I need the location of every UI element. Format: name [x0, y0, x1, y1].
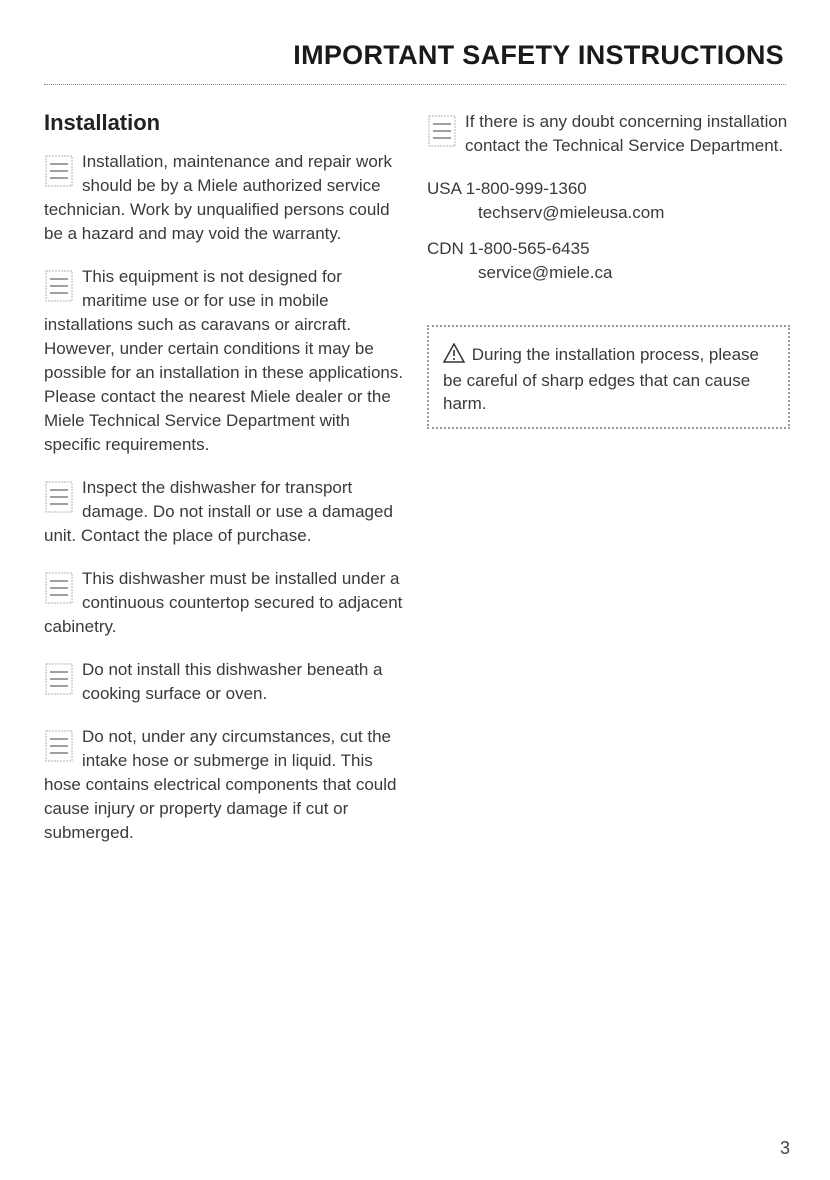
contact-cdn [427, 237, 790, 285]
paragraph-doubt [427, 110, 790, 158]
paragraph-inspect-text: Inspect the dishwasher for transport damage. Do not install or use a damaged unit. Contact the place of purchase. [44, 478, 393, 545]
warning-box [427, 325, 790, 429]
warning-text: During the installation process, please be careful of sharp edges that can cause harm. [443, 345, 760, 413]
page-number: 3 [779, 1138, 790, 1158]
contact-usa-email[interactable]: techserv@mieleusa.com [478, 203, 665, 222]
paragraph-doubt-text: If there is any doubt concerning installation contact the Technical Service Department. [465, 112, 788, 155]
paragraph-service-text: Installation, maintenance and repair work should be by a Miele authorized service technician. Work by unqualified persons could be a hazard and may void the warranty. [44, 152, 392, 243]
page-title: IMPORTANT SAFETY INSTRUCTIONS [293, 40, 784, 70]
contact-cdn-email[interactable]: service@miele.ca [478, 263, 613, 282]
hand-pointer-icon [44, 662, 76, 696]
hand-pointer-icon [44, 480, 76, 514]
contact-cdn-phone: CDN 1-800-565-6435 [427, 239, 590, 258]
paragraph-intake-hose-text: Do not, under any circumstances, cut the intake hose or submerge in liquid. This hose contains electrical components that could cause injury or property damage if cut or submerged. [44, 727, 397, 842]
header-divider [44, 84, 786, 85]
hand-pointer-icon [44, 729, 76, 763]
contact-usa [427, 177, 790, 225]
left-column [44, 110, 409, 864]
right-column [427, 110, 790, 429]
hand-pointer-icon [44, 269, 76, 303]
paragraph-cooking-surface [44, 658, 409, 706]
warning-triangle-icon [443, 343, 465, 369]
paragraph-countertop-text: This dishwasher must be installed under a continuous countertop secured to adjacent cabinetry. [44, 569, 403, 636]
section-title: Installation [44, 110, 161, 135]
paragraph-maritime-text: This equipment is not designed for maritime use or for use in mobile installations such as caravans or aircraft. However, under certain conditions it may be possible for an installation in these applications. Please contact the nearest Miele dealer or the Miele Technical Service Department with specific requirements. [44, 267, 404, 454]
hand-pointer-icon [44, 154, 76, 188]
hand-pointer-icon [44, 571, 76, 605]
paragraph-maritime [44, 265, 409, 457]
paragraph-intake-hose [44, 725, 409, 845]
paragraph-countertop [44, 567, 409, 639]
paragraph-inspect [44, 476, 409, 548]
hand-pointer-icon [427, 114, 459, 148]
contact-usa-phone: USA 1-800-999-1360 [427, 179, 587, 198]
paragraph-service [44, 150, 409, 246]
paragraph-cooking-surface-text: Do not install this dishwasher beneath a cooking surface or oven. [82, 660, 383, 703]
